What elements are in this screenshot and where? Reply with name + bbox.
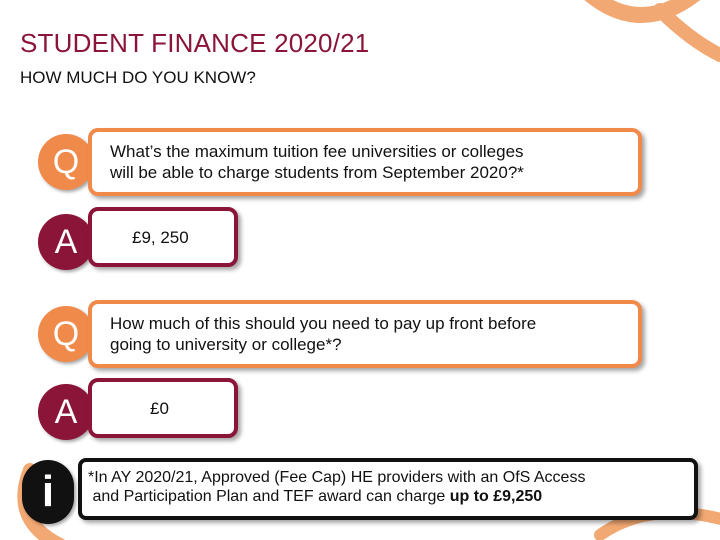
info-icon: i [22,460,74,524]
info-text-line-1: *In AY 2020/21, Approved (Fee Cap) HE providers with an OfS Access [88,469,586,486]
answer-badge-2: A [38,384,94,440]
question-box-1 [88,128,642,196]
question-badge-1: Q [38,134,94,190]
answer-text-2: £0 [150,398,169,418]
info-text-line-2 [88,487,585,506]
answer-box-2 [88,378,238,438]
question-text-2: How much of this should you need to pay up front before going to university or college*? [110,314,537,354]
answer-text-1: £9, 250 [132,227,189,247]
info-text [88,468,585,506]
page-subtitle: HOW MUCH DO YOU KNOW? [20,68,256,87]
answer-badge-1: A [38,214,94,270]
answer-box-1 [88,207,238,267]
info-text-bold: up to £9,250 [449,488,543,505]
info-text-line-2-start: and Participation Plan and TEF award can charge [88,488,450,505]
page-title: STUDENT FINANCE 2020/21 [20,28,370,58]
question-badge-2: Q [38,306,94,362]
question-box-2 [88,300,642,368]
question-text-1: What’s the maximum tuition fee universities or colleges will be able to charge students from September 2020?* [110,142,524,182]
